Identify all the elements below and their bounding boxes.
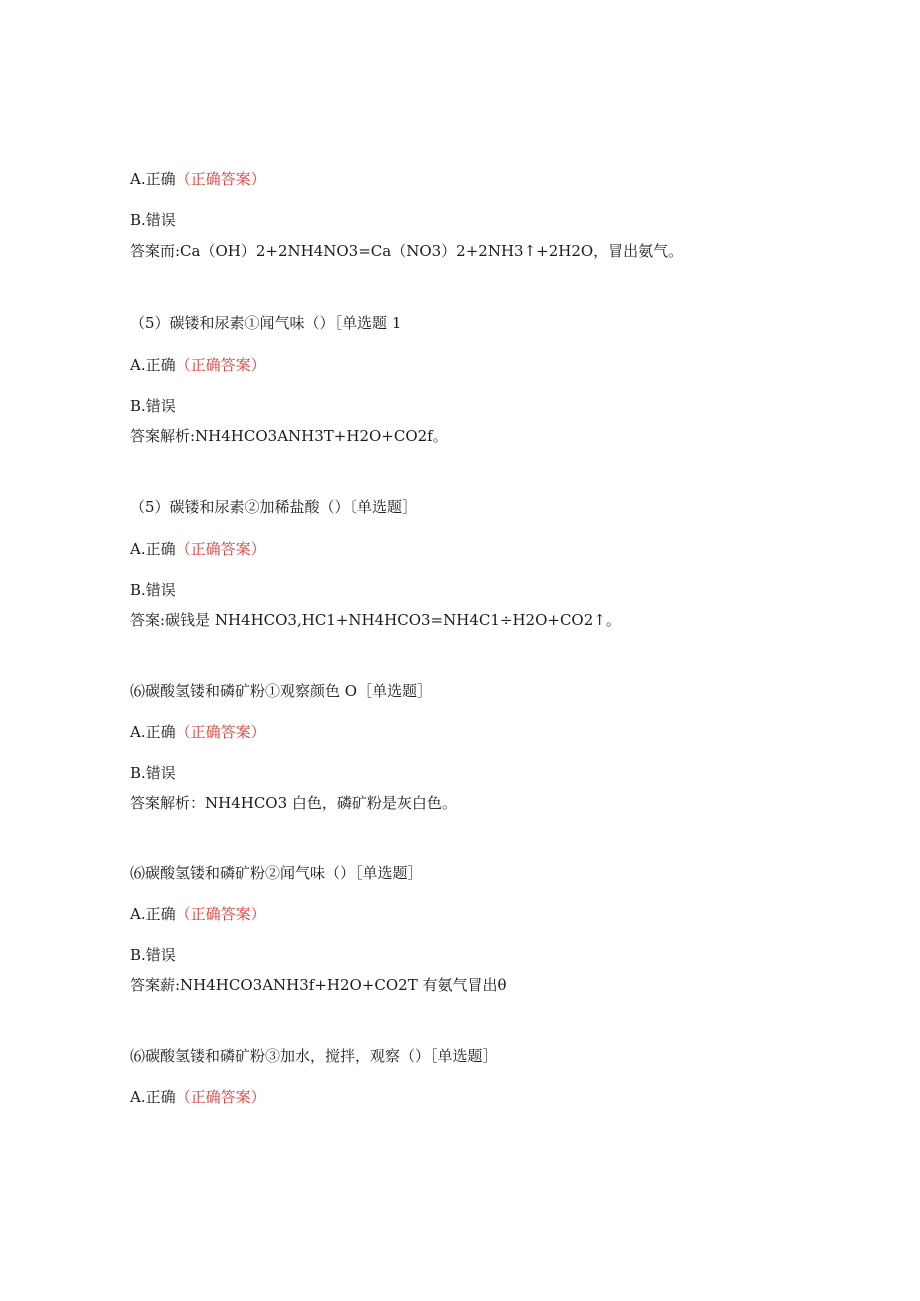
option-text: A.正确	[130, 905, 176, 923]
option-text: A.正确	[130, 723, 176, 741]
option-text: A.正确	[130, 356, 176, 374]
question-title: ⑹碳酸氢镂和磷矿粉③加水，搅拌，观察（）［单选题］	[130, 1047, 498, 1065]
correct-answer-tag: （正确答案）	[175, 170, 266, 188]
option-b: B.错误	[130, 397, 176, 415]
answer-explanation: 答案而:Ca（OH）2+2NH4NO3=Ca（NO3）2+2NH3↑+2H2O，冒出氨气。	[130, 242, 684, 260]
option-a	[130, 539, 266, 559]
answer-explanation: 答案薪:NH4HCO3ANH3f+H2O+CO2T 有氨气冒出θ	[130, 976, 507, 994]
option-a	[130, 722, 266, 742]
correct-answer-tag: （正确答案）	[175, 1088, 266, 1106]
option-text: A.正确	[130, 540, 176, 558]
question-title: ⑹碳酸氢镂和磷矿粉①观察颜色 O［单选题］	[130, 682, 433, 700]
option-b: B.错误	[130, 581, 176, 599]
option-text: A.正确	[130, 170, 176, 188]
option-text: A.正确	[130, 1088, 176, 1106]
option-b: B.错误	[130, 211, 176, 229]
correct-answer-tag: （正确答案）	[175, 905, 266, 923]
option-a	[130, 1087, 266, 1107]
correct-answer-tag: （正确答案）	[175, 723, 266, 741]
answer-explanation: 答案解析:NH4HCO3ANH3T+H2O+CO2f。	[130, 427, 448, 445]
question-title: ⑹碳酸氢镂和磷矿粉②闻气味（）［单选题］	[130, 864, 423, 882]
question-title: （5）碳镂和尿素①闻气味（）［单选题 1	[130, 314, 402, 332]
answer-explanation: 答案解析：NH4HCO3 白色，磷矿粉是灰白色。	[130, 794, 457, 812]
answer-explanation: 答案:碳钱是 NH4HCO3,HC1+NH4HCO3=NH4C1÷H2O+CO2↑。	[130, 611, 621, 629]
correct-answer-tag: （正确答案）	[175, 540, 266, 558]
option-b: B.错误	[130, 764, 176, 782]
question-title: （5）碳镂和尿素②加稀盐酸（）〔单选题］	[130, 498, 418, 516]
option-b: B.错误	[130, 946, 176, 964]
option-a	[130, 169, 266, 189]
option-a	[130, 355, 266, 375]
option-a	[130, 904, 266, 924]
correct-answer-tag: （正确答案）	[175, 356, 266, 374]
